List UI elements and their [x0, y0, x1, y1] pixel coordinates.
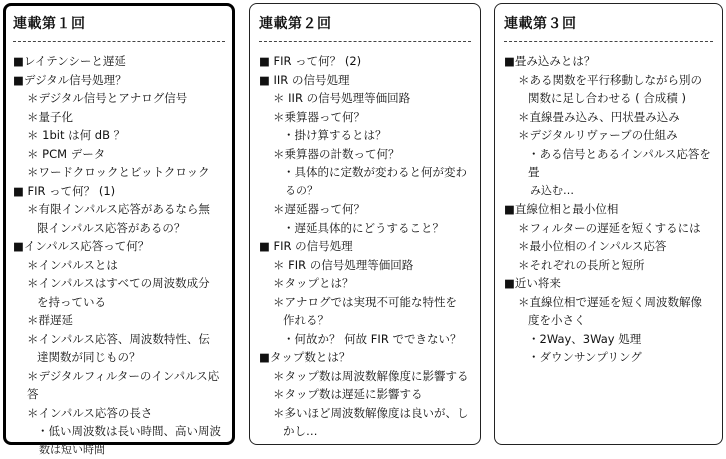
topic-item: ＊群遅延	[13, 311, 226, 330]
topic-item: ＊インパルスはすべての周波数成分	[13, 274, 226, 293]
panel-title: 連載第３回	[504, 13, 577, 33]
topic-item-continuation: を持っている	[13, 293, 226, 312]
topic-item: ＊インパルス応答の長さ	[13, 404, 226, 423]
topic-item-continuation: 達関数が同じもの？	[13, 348, 226, 367]
topic-item-continuation: 関数に足し合わせる ( 合成積 )	[504, 89, 716, 108]
section-heading: ■インパルス応答って何？	[13, 237, 226, 256]
topic-item: ＊ワードクロックとビットクロック	[13, 163, 226, 182]
subtopic-item: ・ダウンサンプリング	[504, 348, 716, 367]
subtopic-item-continuation: み込む…	[504, 182, 716, 201]
subtopic-item: ・ある信号とあるインパルス応答を畳	[504, 145, 716, 182]
topic-item: ＊インパルスとは	[13, 256, 226, 275]
topic-item: ＊遅延器って何？	[259, 200, 474, 219]
outline-list	[13, 52, 226, 459]
topic-item-continuation: 度を小さく	[504, 311, 716, 330]
section-heading: ■デジタル信号処理？	[13, 71, 226, 90]
topic-item: ＊有限インパルス応答があるなら無	[13, 200, 226, 219]
topic-item-continuation: 作れる？	[259, 311, 474, 330]
topic-item: ＊デジタルフィルターのインパルス応答	[13, 367, 226, 404]
topic-item: ＊アナログでは実現不可能な特性を	[259, 293, 474, 312]
panel-part-2	[249, 3, 481, 445]
section-heading: ■ FIR って何？ (1)	[13, 182, 226, 201]
topic-item: ＊インパルス応答、周波数特性、伝	[13, 330, 226, 349]
topic-item: ＊タップ数は周波数解像度に影響する	[259, 367, 474, 386]
panel-title: 連載第２回	[259, 13, 332, 33]
section-heading: ■ IIR の信号処理	[259, 71, 474, 90]
topic-item: ＊フィルターの遅延を短くするには	[504, 219, 716, 238]
topic-item: ＊直線位相で遅延を短く周波数解像	[504, 293, 716, 312]
topic-item: ＊乗算器って何？	[259, 108, 474, 127]
topic-item: ＊ PCM データ	[13, 145, 226, 164]
subtopic-item: ・2Way、3Way 処理	[504, 330, 716, 349]
subtopic-item: ・掛け算するとは？	[259, 126, 474, 145]
topic-item: ＊デジタル信号とアナログ信号	[13, 89, 226, 108]
subtopic-item: ・何故か？ 何故 FIR でできない？	[259, 330, 474, 349]
panel-title: 連載第１回	[13, 13, 86, 33]
topic-item-continuation: かし…	[259, 422, 474, 441]
topic-item: ＊量子化	[13, 108, 226, 127]
topic-item: ＊デジタルリヴァーブの仕組み	[504, 126, 716, 145]
outline-list	[259, 52, 474, 441]
topic-item: ＊タップとは？	[259, 274, 474, 293]
topic-item: ＊直線畳み込み、円状畳み込み	[504, 108, 716, 127]
section-heading: ■ FIR って何？ (2)	[259, 52, 474, 71]
section-heading: ■畳み込みとは？	[504, 52, 716, 71]
subtopic-item-continuation: 数は短い時間	[13, 441, 226, 459]
topic-item-continuation: 限インパルス応答があるの？	[13, 219, 226, 238]
topic-item: ＊ FIR の信号処理等価回路	[259, 256, 474, 275]
subtopic-item: ・遅延具体的にどうすること？	[259, 219, 474, 238]
section-heading: ■ FIR の信号処理	[259, 237, 474, 256]
panel-part-1	[3, 3, 235, 445]
title-divider	[504, 41, 713, 42]
subtopic-item: ・低い周波数は長い時間、高い周波	[13, 422, 226, 441]
section-heading: ■タップ数とは？	[259, 348, 474, 367]
topic-item: ＊ 1bit は何 dB ？	[13, 126, 226, 145]
section-heading: ■近い将来	[504, 274, 716, 293]
topic-item: ＊ IIR の信号処理等価回路	[259, 89, 474, 108]
section-heading: ■直線位相と最小位相	[504, 200, 716, 219]
title-divider	[13, 41, 225, 42]
section-heading: ■レイテンシーと遅延	[13, 52, 226, 71]
topic-item: ＊それぞれの長所と短所	[504, 256, 716, 275]
panel-part-3	[494, 3, 723, 445]
topic-item: ＊最小位相のインパルス応答	[504, 237, 716, 256]
outline-list	[504, 52, 716, 367]
topic-item: ＊ある関数を平行移動しながら別の	[504, 71, 716, 90]
topic-item: ＊タップ数は遅延に影響する	[259, 385, 474, 404]
subtopic-item: ・具体的に定数が変わると何が変わ	[259, 163, 474, 182]
subtopic-item-continuation: るの？	[259, 182, 474, 201]
topic-item: ＊乗算器の計数って何？	[259, 145, 474, 164]
topic-item: ＊多いほど周波数解像度は良いが、し	[259, 404, 474, 423]
title-divider	[259, 41, 471, 42]
